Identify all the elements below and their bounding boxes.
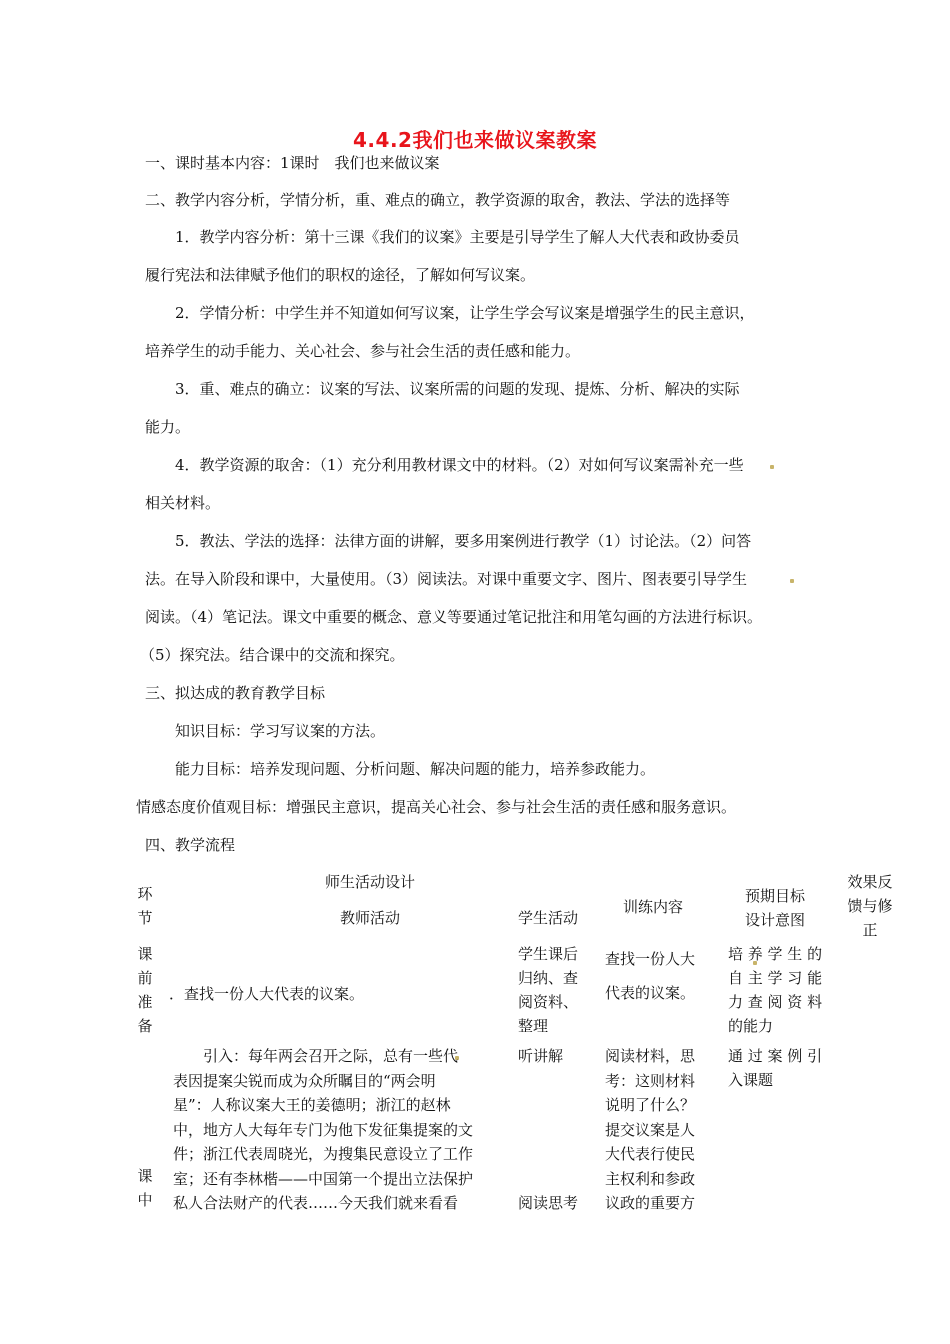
paragraph-2-line-2: 培养学生的动手能力、关心社会、参与社会生活的责任感和能力。	[145, 342, 581, 360]
goal-attitude: 情感态度价值观目标：增强民主意识，提高关心社会、参与社会生活的责任感和服务意识。	[136, 798, 737, 816]
header-student-activity: 学生活动	[518, 909, 579, 927]
paragraph-5-line-1: 5．教法、学法的选择：法律方面的讲解，要多用案例进行教学（1）讨论法。（2）问答	[175, 532, 752, 550]
goal-ability: 能力目标：培养发现问题、分析问题、解决问题的能力，培养参政能力。	[175, 760, 656, 778]
header-expected-goal: 预期目标 设计意图	[744, 887, 805, 929]
row2-stage: 课 中	[137, 1167, 153, 1209]
scan-mark	[790, 579, 794, 583]
section-3-heading: 三、拟达成的教育教学目标	[145, 684, 326, 702]
row2-student-activity-listen: 听讲解	[518, 1047, 564, 1065]
paragraph-4-line-1: 4．教学资源的取舍：（1）充分利用教材课文中的材料。（2）对如何写议案需补充一些	[175, 456, 744, 474]
scan-mark	[770, 465, 774, 469]
header-training-content: 训练内容	[623, 898, 684, 916]
row2-student-activity-read: 阅读思考	[518, 1194, 579, 1212]
row1-training-content: 查找一份人大 代表的议案。	[605, 950, 696, 1002]
header-stage: 环 节	[137, 885, 153, 927]
header-teacher-activity: 教师活动	[339, 909, 400, 927]
header-feedback: 效果反 馈与修 正	[847, 873, 893, 939]
section-4-heading: 四、教学流程	[145, 836, 236, 854]
section-1-heading: 一、课时基本内容：1课时 我们也来做议案	[145, 154, 440, 172]
teaching-flow-table	[125, 862, 915, 1282]
section-2-heading: 二、教学内容分析，学情分析，重、难点的确立，教学资源的取舍，教法、学法的选择等	[145, 191, 731, 209]
document-title: 4.4.2我们也来做议案教案	[353, 128, 597, 152]
paragraph-3-line-1: 3．重、难点的确立：议案的写法、议案所需的问题的发现、提炼、分析、解决的实际	[175, 380, 740, 398]
paragraph-5-line-3: 阅读。（4）笔记法。课文中重要的概念、意义等要通过笔记批注和用笔勾画的方法进行标识。	[145, 608, 763, 626]
row2-expected-goal: 通 过 案 例 引 入课题	[728, 1047, 823, 1089]
paragraph-4-line-2: 相关材料。	[145, 494, 221, 512]
row1-expected-goal: 培 养 学 生 的 自 主 学 习 能 力 查 阅 资 料 的能力	[728, 945, 823, 1035]
paragraph-1-line-2: 履行宪法和法律赋予他们的职权的途径，了解如何写议案。	[145, 266, 536, 284]
row1-stage: 课 前 准 备	[137, 945, 153, 1035]
row2-teacher-activity: 引入：每年两会召开之际，总有一些代 表因提案尖锐而成为众所瞩目的“两会明 星”：人称议案大王的姜德明；浙江的赵林 中，地方人大每年专门为他下发征集提案的文 件；浙江代表周晓光，为搜集民意设立了工作 室；还有李林楷——中国第一个提出立法保护 私人合法财产的代表……今天我们就来看看	[173, 1047, 474, 1212]
paragraph-5-line-4: （5）探究法。结合课中的交流和探究。	[140, 646, 405, 664]
paragraph-3-line-2: 能力。	[145, 418, 191, 436]
row2-training-content: 阅读材料，思 考：这则材料 说明了什么？ 提交议案是人 大代表行使民 主权利和参政 议政的重要方	[605, 1047, 696, 1212]
paragraph-2-line-1: 2．学情分析：中学生并不知道如何写议案，让学生学会写议案是增强学生的民主意识，	[175, 304, 755, 322]
paragraph-1-line-1: 1．教学内容分析：第十三课《我们的议案》主要是引导学生了解人大代表和政协委员	[175, 228, 740, 246]
header-activity-design: 师生活动设计	[324, 873, 415, 891]
goal-knowledge: 知识目标：学习写议案的方法。	[175, 722, 386, 740]
row1-student-activity: 学生课后 归纳、查 阅资料、 整理	[518, 945, 579, 1035]
row1-teacher-activity: ．查找一份人大代表的议案。	[169, 985, 365, 1003]
paragraph-5-line-2: 法。在导入阶段和课中，大量使用。（3）阅读法。对课中重要文字、图片、图表要引导学生	[145, 570, 748, 588]
